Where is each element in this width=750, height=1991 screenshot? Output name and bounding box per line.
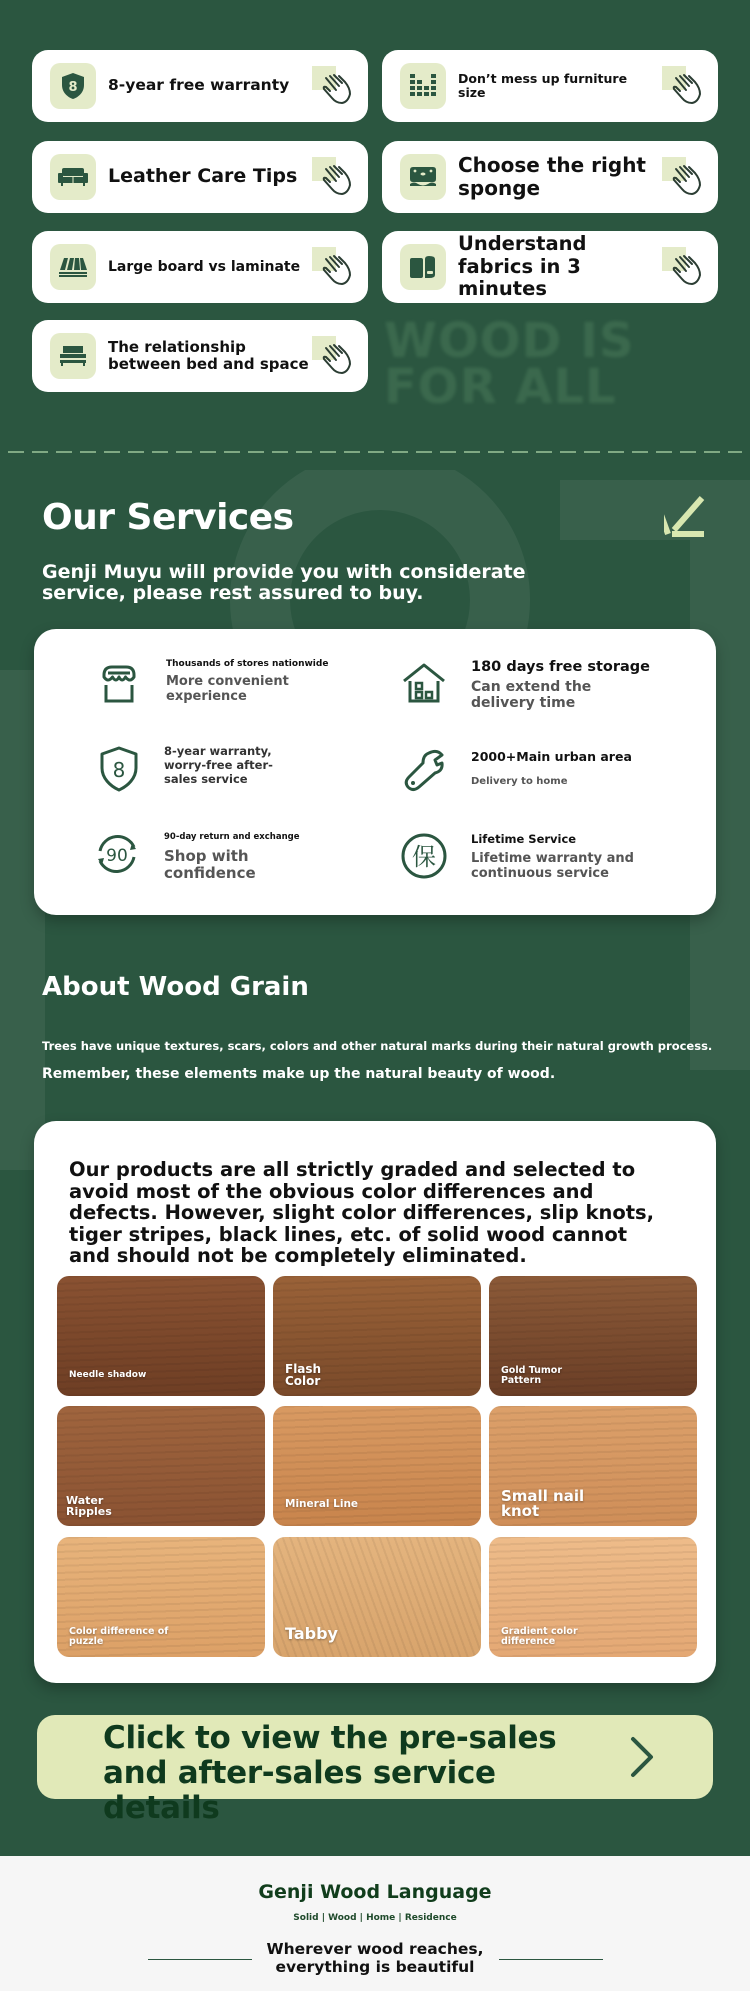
tip-label: The relationship between bed and space (108, 337, 309, 373)
service-item-lifetime: 保 Lifetime Service Lifetime warranty and continuous service (399, 831, 661, 882)
size-grid-icon (400, 63, 446, 109)
tip-card-leather-care[interactable] (32, 141, 368, 213)
wood-grain-paragraph-1: Trees have unique textures, scars, colors and other natural marks during their natural growth process. (42, 1039, 713, 1053)
sofa-icon (50, 154, 96, 200)
grain-sample-needle-shadow[interactable]: Needle shadow (57, 1276, 265, 1396)
footer-brand: Genji Wood Language (258, 1881, 492, 1903)
sponge-icon (400, 154, 446, 200)
chevron-right-icon (627, 1735, 657, 1779)
90-day-cycle-icon (92, 829, 142, 879)
services-card (34, 629, 716, 915)
services-title: Our Services (42, 497, 294, 538)
board-icon (50, 244, 96, 290)
shield-8-icon (94, 744, 144, 794)
grain-sample-water-ripples[interactable]: Water Ripples (57, 1406, 265, 1526)
tip-label: Understand fabrics in 3 minutes (458, 232, 587, 301)
pointing-hand-icon (312, 247, 358, 289)
fabric-roll-icon (400, 244, 446, 290)
pointing-hand-icon (312, 336, 358, 378)
svg-text:8: 8 (68, 80, 78, 95)
pointing-hand-icon (312, 66, 358, 108)
pointing-hand-icon (662, 66, 708, 108)
services-subtitle: Genji Muyu will provide you with considerate service, please rest assured to buy. (42, 561, 526, 604)
pointing-hand-icon (662, 247, 708, 289)
tip-card-fabrics[interactable] (382, 231, 718, 303)
tip-card-sponge[interactable] (382, 141, 718, 213)
footer-tags: Solid | Wood | Home | Residence (293, 1913, 457, 1923)
grain-sample-gradient-color[interactable]: Gradient color difference (489, 1537, 697, 1657)
tip-label: Leather Care Tips (108, 165, 298, 188)
tip-card-board-laminate[interactable] (32, 231, 368, 303)
wood-grain-intro: Our products are all strictly graded and selected to avoid most of the obvious color differences and defects. However, slight color differences, slip knots, tiger stripes, black lines, etc. of solid wood cannot and should not be completely eliminated. (69, 1158, 655, 1267)
tip-card-bed-space[interactable] (32, 320, 368, 392)
tip-label: Large board vs laminate (108, 258, 301, 275)
service-item-delivery: 2000+Main urban area Delivery to home (399, 745, 661, 795)
wood-grain-card (34, 1121, 716, 1683)
svg-text:保: 保 (412, 843, 436, 871)
grain-sample-gold-tumor[interactable]: Gold Tumor Pattern (489, 1276, 697, 1396)
wrench-icon (399, 745, 449, 795)
shield-8-icon (50, 63, 96, 109)
grain-sample-mineral-line[interactable]: Mineral Line (273, 1406, 481, 1526)
pointing-hand-icon (662, 157, 708, 199)
bao-guarantee-icon (399, 831, 449, 881)
service-item-return: 90 90-day return and exchange Shop with confidence (92, 829, 344, 883)
pointing-hand-icon (312, 157, 358, 199)
svg-text:8: 8 (112, 758, 126, 782)
wood-grain-paragraph-2: Remember, these elements make up the natural beauty of wood. (42, 1066, 556, 1082)
service-item-warranty: 8 8-year warranty, worry-free after-sales service (94, 744, 304, 794)
svg-text:90: 90 (106, 846, 128, 866)
tip-card-furniture-size[interactable] (382, 50, 718, 122)
grain-sample-tabby[interactable]: Tabby (273, 1537, 481, 1657)
arrow-down-left-icon (664, 496, 708, 540)
tip-card-warranty[interactable] (32, 50, 368, 122)
grain-sample-small-nail-knot[interactable]: Small nail knot (489, 1406, 697, 1526)
store-icon (94, 659, 144, 709)
footer-rule-right (499, 1959, 603, 1960)
service-details-button[interactable] (37, 1715, 713, 1826)
bed-icon (50, 333, 96, 379)
dashed-divider (8, 451, 742, 453)
grain-sample-flash-color[interactable]: Flash Color (273, 1276, 481, 1396)
footer-slogan: Wherever wood reaches, everything is beautiful (266, 1940, 484, 1976)
wood-is-for-all-watermark: WOOD IS FOR ALL (384, 313, 635, 415)
service-details-label: Click to view the pre-sales and after-sales service details (103, 1720, 557, 1826)
house-storage-icon (399, 659, 449, 709)
tip-label: Choose the right sponge (458, 153, 646, 200)
service-item-stores: Thousands of stores nationwide More convenient experience (94, 659, 346, 709)
footer (0, 1856, 750, 1991)
service-item-storage: 180 days free storage Can extend the delivery time (399, 659, 651, 711)
tip-label: 8-year free warranty (108, 76, 290, 95)
wood-grain-title: About Wood Grain (42, 972, 309, 1002)
tip-label: Don’t mess up furniture size (458, 70, 628, 100)
grain-sample-color-difference-puzzle[interactable]: Color difference of puzzle (57, 1537, 265, 1657)
